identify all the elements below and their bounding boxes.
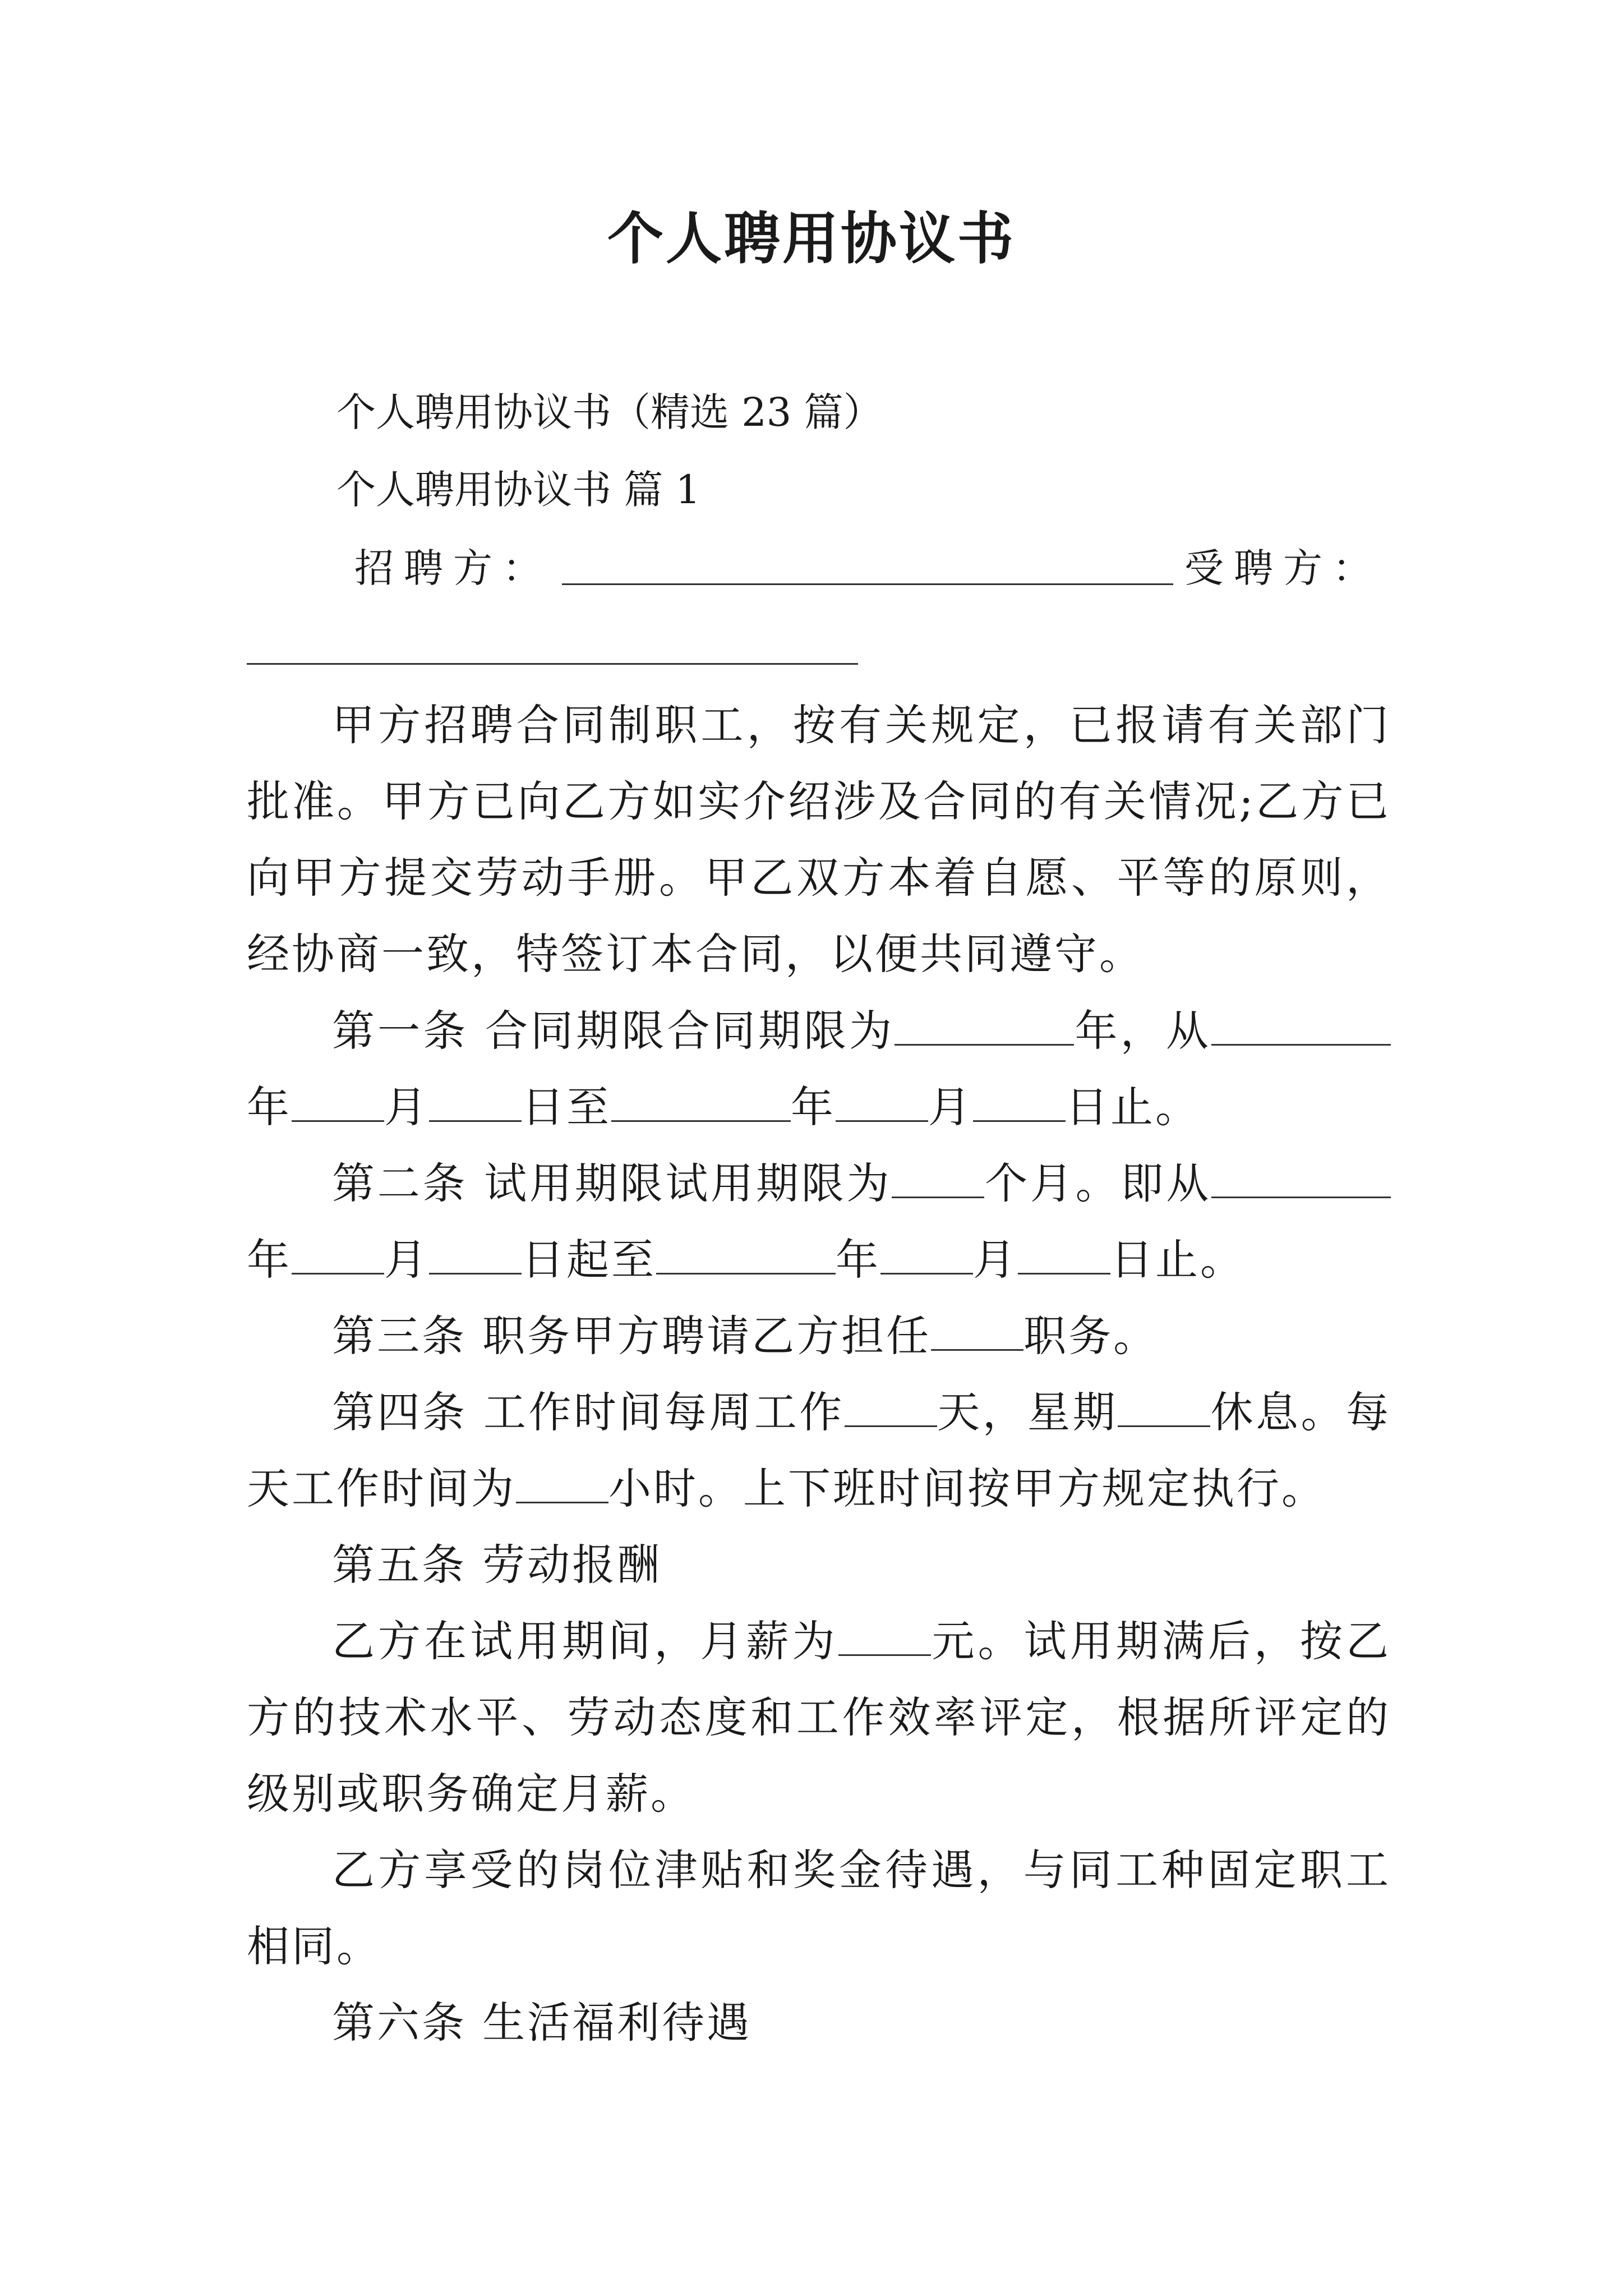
- blank-field: [1018, 1230, 1110, 1274]
- article-5-text: 乙方在试用期间，月薪为: [332, 1616, 838, 1666]
- article-6-heading: 第六条 生活福利待遇: [332, 1998, 752, 2047]
- article-1-text: 月: [384, 1082, 429, 1132]
- article-2-text: 年: [247, 1235, 292, 1285]
- blank-field: [516, 1459, 608, 1503]
- article-4: [247, 1374, 1391, 1527]
- blank-field: [292, 1078, 384, 1122]
- article-1-text: 第一条 合同期限合同期限为: [332, 1006, 895, 1056]
- article-2-text: 个月。即从: [984, 1158, 1211, 1208]
- article-2-text: 第二条 试用期限试用期限为: [332, 1158, 892, 1208]
- article-5-paragraph-1: [247, 1603, 1391, 1832]
- article-4-text: 天，星期: [937, 1387, 1118, 1437]
- article-2-text: 月: [973, 1235, 1018, 1285]
- article-2-text: 月: [384, 1235, 429, 1285]
- blank-field: [1211, 1154, 1391, 1198]
- employee-blank: [247, 663, 858, 665]
- article-1-text: 日止。: [1066, 1082, 1200, 1132]
- blank-field: [429, 1078, 522, 1122]
- article-1-text: 月: [928, 1082, 973, 1132]
- article-1: [247, 993, 1391, 1145]
- article-1-text: 年，从: [1074, 1006, 1211, 1056]
- article-5-heading: 第五条 劳动报酬: [332, 1540, 662, 1590]
- article-2-text: 日起至: [522, 1235, 656, 1285]
- blank-field: [611, 1078, 791, 1122]
- blank-field: [845, 1383, 937, 1427]
- article-3-text: 第三条 职务甲方聘请乙方担任: [332, 1311, 932, 1361]
- blank-field: [838, 1612, 931, 1656]
- article-3: [247, 1298, 1391, 1374]
- article-3-text: 职务。: [1023, 1311, 1159, 1361]
- employee-label: 受聘方：: [1184, 545, 1382, 591]
- blank-field: [1211, 1001, 1391, 1046]
- blank-field: [836, 1078, 928, 1122]
- article-1-text: 日至: [522, 1082, 611, 1132]
- article-4-text: 休息。每天工作时间为: [247, 1387, 1391, 1513]
- article-2: [247, 1145, 1391, 1298]
- article-2-text: 日止。: [1110, 1235, 1245, 1285]
- blank-field: [656, 1230, 836, 1274]
- blank-field: [292, 1230, 384, 1274]
- blank-field: [1118, 1383, 1210, 1427]
- blank-field: [931, 1306, 1023, 1351]
- article-5-paragraph-2: 乙方享受的岗位津贴和奖金待遇，与同工种固定职工相同。: [247, 1845, 1391, 1971]
- blank-field: [880, 1230, 973, 1274]
- blank-field: [973, 1078, 1066, 1122]
- article-4-text: 第四条 工作时间每周工作: [332, 1387, 845, 1437]
- intro-paragraph: 甲方招聘合同制职工，按有关规定，已报请有关部门批准。甲方已向乙方如实介绍涉及合同的有关情况;乙方已向甲方提交劳动手册。甲乙双方本着自愿、平等的原则，经协商一致，特签订本合同，以便共同遵守。: [247, 700, 1391, 979]
- article-2-text: 年: [836, 1235, 880, 1285]
- document-subtitle: 个人聘用协议书（精选 23 篇）: [336, 389, 883, 435]
- article-1-text: 年: [247, 1082, 292, 1132]
- article-5-text: 元。试用期满后，按乙方的技术水平、劳动态度和工作效率评定，根据所评定的级别或职务确定月薪。: [247, 1616, 1391, 1819]
- blank-field: [892, 1154, 984, 1198]
- article-1-text: 年: [791, 1082, 836, 1132]
- blank-field: [429, 1230, 522, 1274]
- article-4-text: 小时。上下班时间按甲方规定执行。: [608, 1464, 1326, 1513]
- employer-blank: [562, 583, 1173, 585]
- section-heading: 个人聘用协议书 篇 1: [336, 467, 701, 513]
- employer-label: 招聘方：: [354, 545, 552, 591]
- document-title: 个人聘用协议书: [607, 205, 1016, 272]
- blank-field: [895, 1001, 1074, 1046]
